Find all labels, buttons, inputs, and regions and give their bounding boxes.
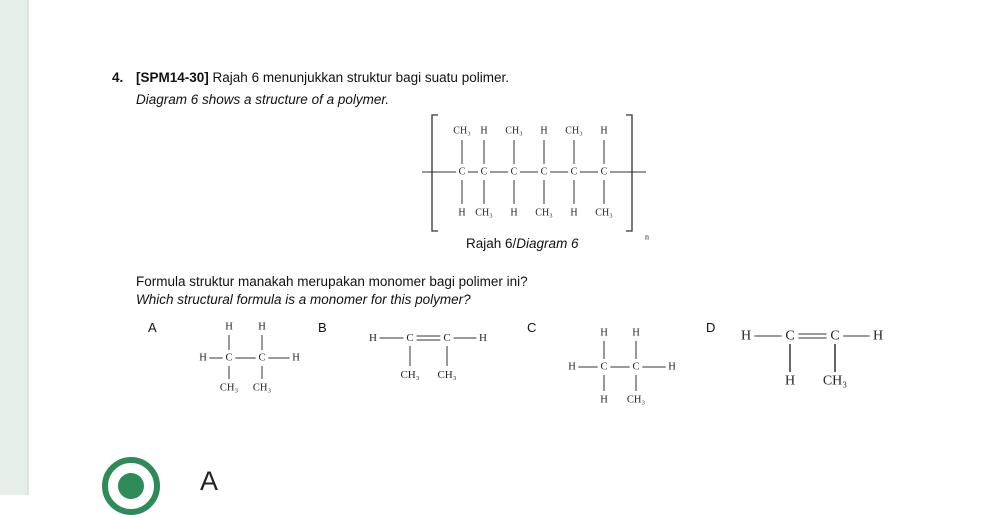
option-c-atom: H [600,327,608,339]
polymer-bottom-atom: CH₃ [535,207,553,219]
polymer-bottom-atom: H [570,207,578,219]
option-b-atom: C [443,332,451,344]
polymer-left-bracket [432,115,438,231]
option-d-atom: H [784,373,796,389]
option-c-atom: H [600,394,608,406]
option-d-atom: C [785,328,795,344]
option-a-atom: CH₃ [219,382,239,394]
option-b-label: B [318,320,327,335]
polymer-bottom-atom: H [510,207,518,219]
answer-label[interactable]: A [200,466,219,496]
option-b-atom: C [406,332,414,344]
question-text-ms: Rajah 6 menunjukkan struktur bagi suatu polimer. [212,70,509,85]
option-b-atom: CH₃ [400,369,420,381]
option-d-atom: H [872,328,884,344]
diagram-caption: Rajah 6/Diagram 6 [466,236,579,251]
polymer-chain-carbon: C [458,166,466,178]
option-a-atom: H [225,321,233,333]
polymer-chain-carbon: C [600,166,608,178]
polymer-bottom-atom: CH₃ [595,207,613,219]
answer-radio-selected[interactable] [102,457,160,515]
prompt-en: Which structural formula is a monomer for this polymer? [136,292,471,307]
polymer-top-atom: CH₃ [505,125,523,137]
polymer-repeat-n: n [645,232,649,242]
polymer-chain-carbon: C [570,166,578,178]
option-c-label: C [527,320,537,335]
option-a-atom: H [292,352,300,364]
polymer-top-atom: H [600,125,608,137]
polymer-right-bracket [626,115,632,231]
option-c-atom: H [632,327,640,339]
option-a-atom: H [258,321,266,333]
polymer-top-atom: CH₃ [453,125,471,137]
option-a-label: A [148,320,157,335]
option-d-label: D [706,320,716,335]
option-a-atom: H [199,352,207,364]
question-number: 4. [112,70,124,85]
polymer-top-atom: H [480,125,488,137]
option-b-atom: H [369,332,377,344]
polymer-top-atom: CH₃ [565,125,583,137]
polymer-top-atom: H [540,125,548,137]
option-a-atom: C [258,352,266,364]
option-d-atom: H [740,328,752,344]
option-d-atom: CH₃ [822,373,848,389]
prompt-ms: Formula struktur manakah merupakan monomer bagi polimer ini? [136,274,528,289]
polymer-chain-carbon: C [510,166,518,178]
option-a-atom: CH₃ [252,382,272,394]
polymer-chain-carbon: C [540,166,548,178]
option-c-atom: C [600,361,608,373]
question-line-en: Diagram 6 shows a structure of a polymer. [136,92,390,107]
option-a-atom: C [225,352,233,364]
polymer-chain-carbon: C [480,166,488,178]
option-c-atom: C [632,361,640,373]
option-c-atom: H [568,361,576,373]
question-code: [SPM14-30] [136,70,209,85]
radio-dot [118,473,144,499]
option-b-atom: H [479,332,487,344]
option-b-atom: CH₃ [437,369,457,381]
option-c-atom: H [668,361,676,373]
option-c-atom: CH₃ [626,394,646,406]
option-d-atom: C [830,328,840,344]
polymer-bottom-atom: CH₃ [475,207,493,219]
polymer-bottom-atom: H [458,207,466,219]
